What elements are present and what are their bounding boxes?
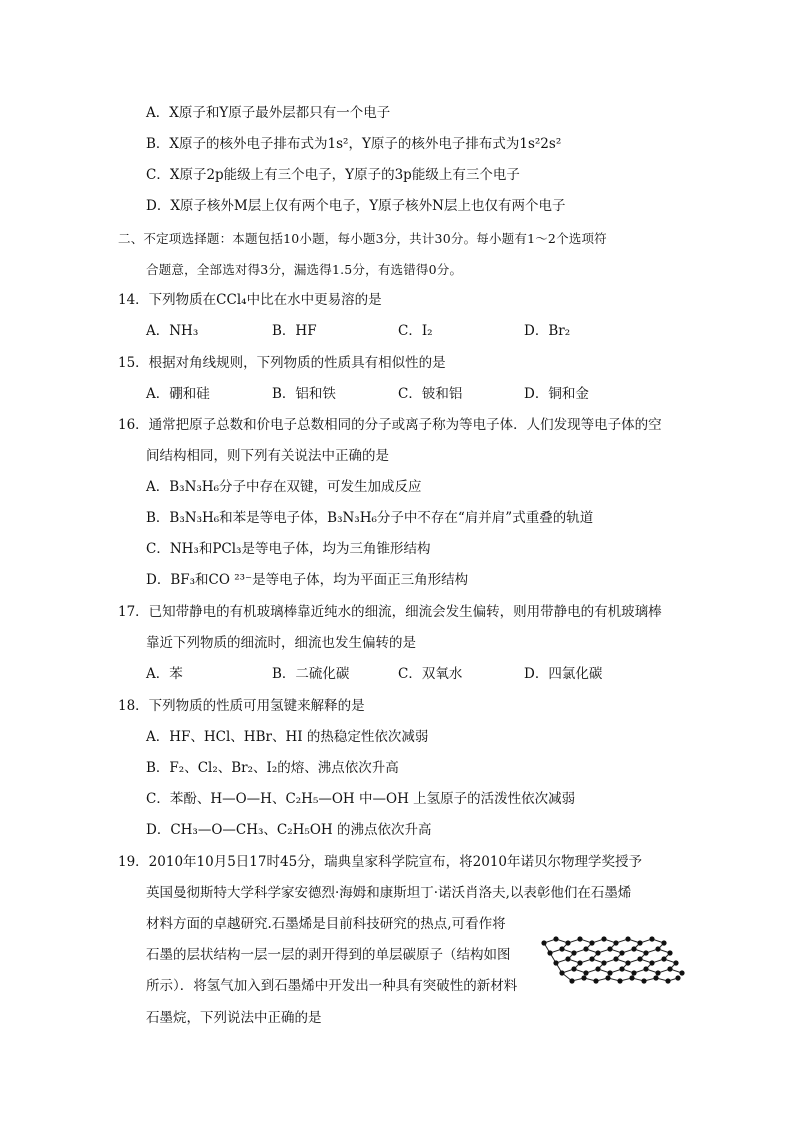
q19-stem-line2: 英国曼彻斯特大学科学家安德烈·海姆和康斯坦丁·诺沃肖洛夫,以表彰他们在石墨烯: [146, 885, 632, 901]
q13-option-c: C．X原子2p能级上有三个电子，Y原子的3p能级上有三个电子: [146, 167, 520, 183]
graphene-structure-icon: [540, 935, 685, 990]
q16-option-a: A．B₃N₃H₆分子中存在双键，可发生加成反应: [146, 479, 422, 495]
q18-option-b: B．F₂、Cl₂、Br₂、I₂的熔、沸点依次升高: [146, 760, 399, 776]
q17-option-b: B．二硫化碳: [272, 666, 350, 682]
q17-option-c: C．双氧水: [398, 666, 463, 682]
q14-stem: 14．下列物质在CCl₄中比在水中更易溶的是: [118, 292, 382, 308]
q14-option-b: B．HF: [272, 323, 317, 339]
q16-option-d: D．BF₃和CO ²³⁻是等电子体，均为平面正三角形结构: [146, 572, 469, 588]
q18-option-c: C．苯酚、H—O—H、C₂H₅—OH 中—OH 上氢原子的活泼性依次减弱: [146, 791, 576, 807]
section2-heading-cont: 合题意，全部选对得3分，漏选得1.5分，有选错得0分。: [146, 262, 463, 277]
q19-stem: 19．2010年10月5日17时45分，瑞典皇家科学院宣布，将2010年诺贝尔物理学奖授予: [118, 854, 643, 870]
q15-option-c: C．铍和铝: [398, 386, 463, 402]
q13-option-d: D．X原子核外M层上仅有两个电子，Y原子核外N层上也仅有两个电子: [146, 198, 566, 214]
q15-stem: 15．根据对角线规则，下列物质的性质具有相似性的是: [118, 355, 446, 371]
q13-option-b: B．X原子的核外电子排布式为1s²，Y原子的核外电子排布式为1s²2s²: [146, 136, 562, 152]
q16-stem: 16．通常把原子总数和价电子总数相同的分子或离子称为等电子体．人们发现等电子体的空: [118, 417, 662, 433]
q17-option-d: D．四氯化碳: [524, 666, 603, 682]
q16-option-b: B．B₃N₃H₆和苯是等电子体，B₃N₃H₆分子中不存在“肩并肩”式重叠的轨道: [146, 510, 594, 526]
q17-stem-cont: 靠近下列物质的细流时，细流也发生偏转的是: [146, 635, 416, 651]
q18-option-d: D．CH₃—O—CH₃、C₂H₅OH 的沸点依次升高: [146, 822, 432, 838]
q15-option-b: B．铝和铁: [272, 386, 336, 402]
section2-heading: 二、不定项选择题：本题包括10小题，每小题3分，共计30分。每小题有1～2个选项符: [118, 231, 607, 246]
q14-option-a: A．NH₃: [146, 323, 199, 339]
q18-stem: 18．下列物质的性质可用氢键来解释的是: [118, 698, 365, 714]
q15-option-a: A．硼和硅: [146, 386, 210, 402]
q19-stem-line6: 石墨烷，下列说法中正确的是: [146, 1010, 322, 1026]
q15-option-d: D．铜和金: [524, 386, 589, 402]
q18-option-a: A．HF、HCl、HBr、HI 的热稳定性依次减弱: [146, 729, 429, 745]
q19-stem-line4: 石墨的层状结构一层一层的剥开得到的单层碳原子（结构如图: [146, 947, 511, 963]
q17-stem: 17．已知带静电的有机玻璃棒靠近纯水的细流，细流会发生偏转，则用带静电的有机玻璃棒: [118, 604, 662, 620]
q16-stem-cont: 间结构相同，则下列有关说法中正确的是: [146, 448, 389, 464]
q14-option-d: D．Br₂: [524, 323, 571, 339]
q13-option-a: A．X原子和Y原子最外层都只有一个电子: [146, 105, 391, 121]
q16-option-c: C．NH₃和PCl₃是等电子体，均为三角锥形结构: [146, 541, 431, 557]
q19-stem-line3: 材料方面的卓越研究.石墨烯是目前科技研究的热点,可看作将: [146, 916, 506, 932]
q19-stem-line5: 所示）．将氢气加入到石墨烯中开发出一种具有突破性的新材料: [146, 978, 518, 994]
q17-option-a: A．苯: [146, 666, 183, 682]
q14-option-c: C．I₂: [398, 323, 433, 339]
